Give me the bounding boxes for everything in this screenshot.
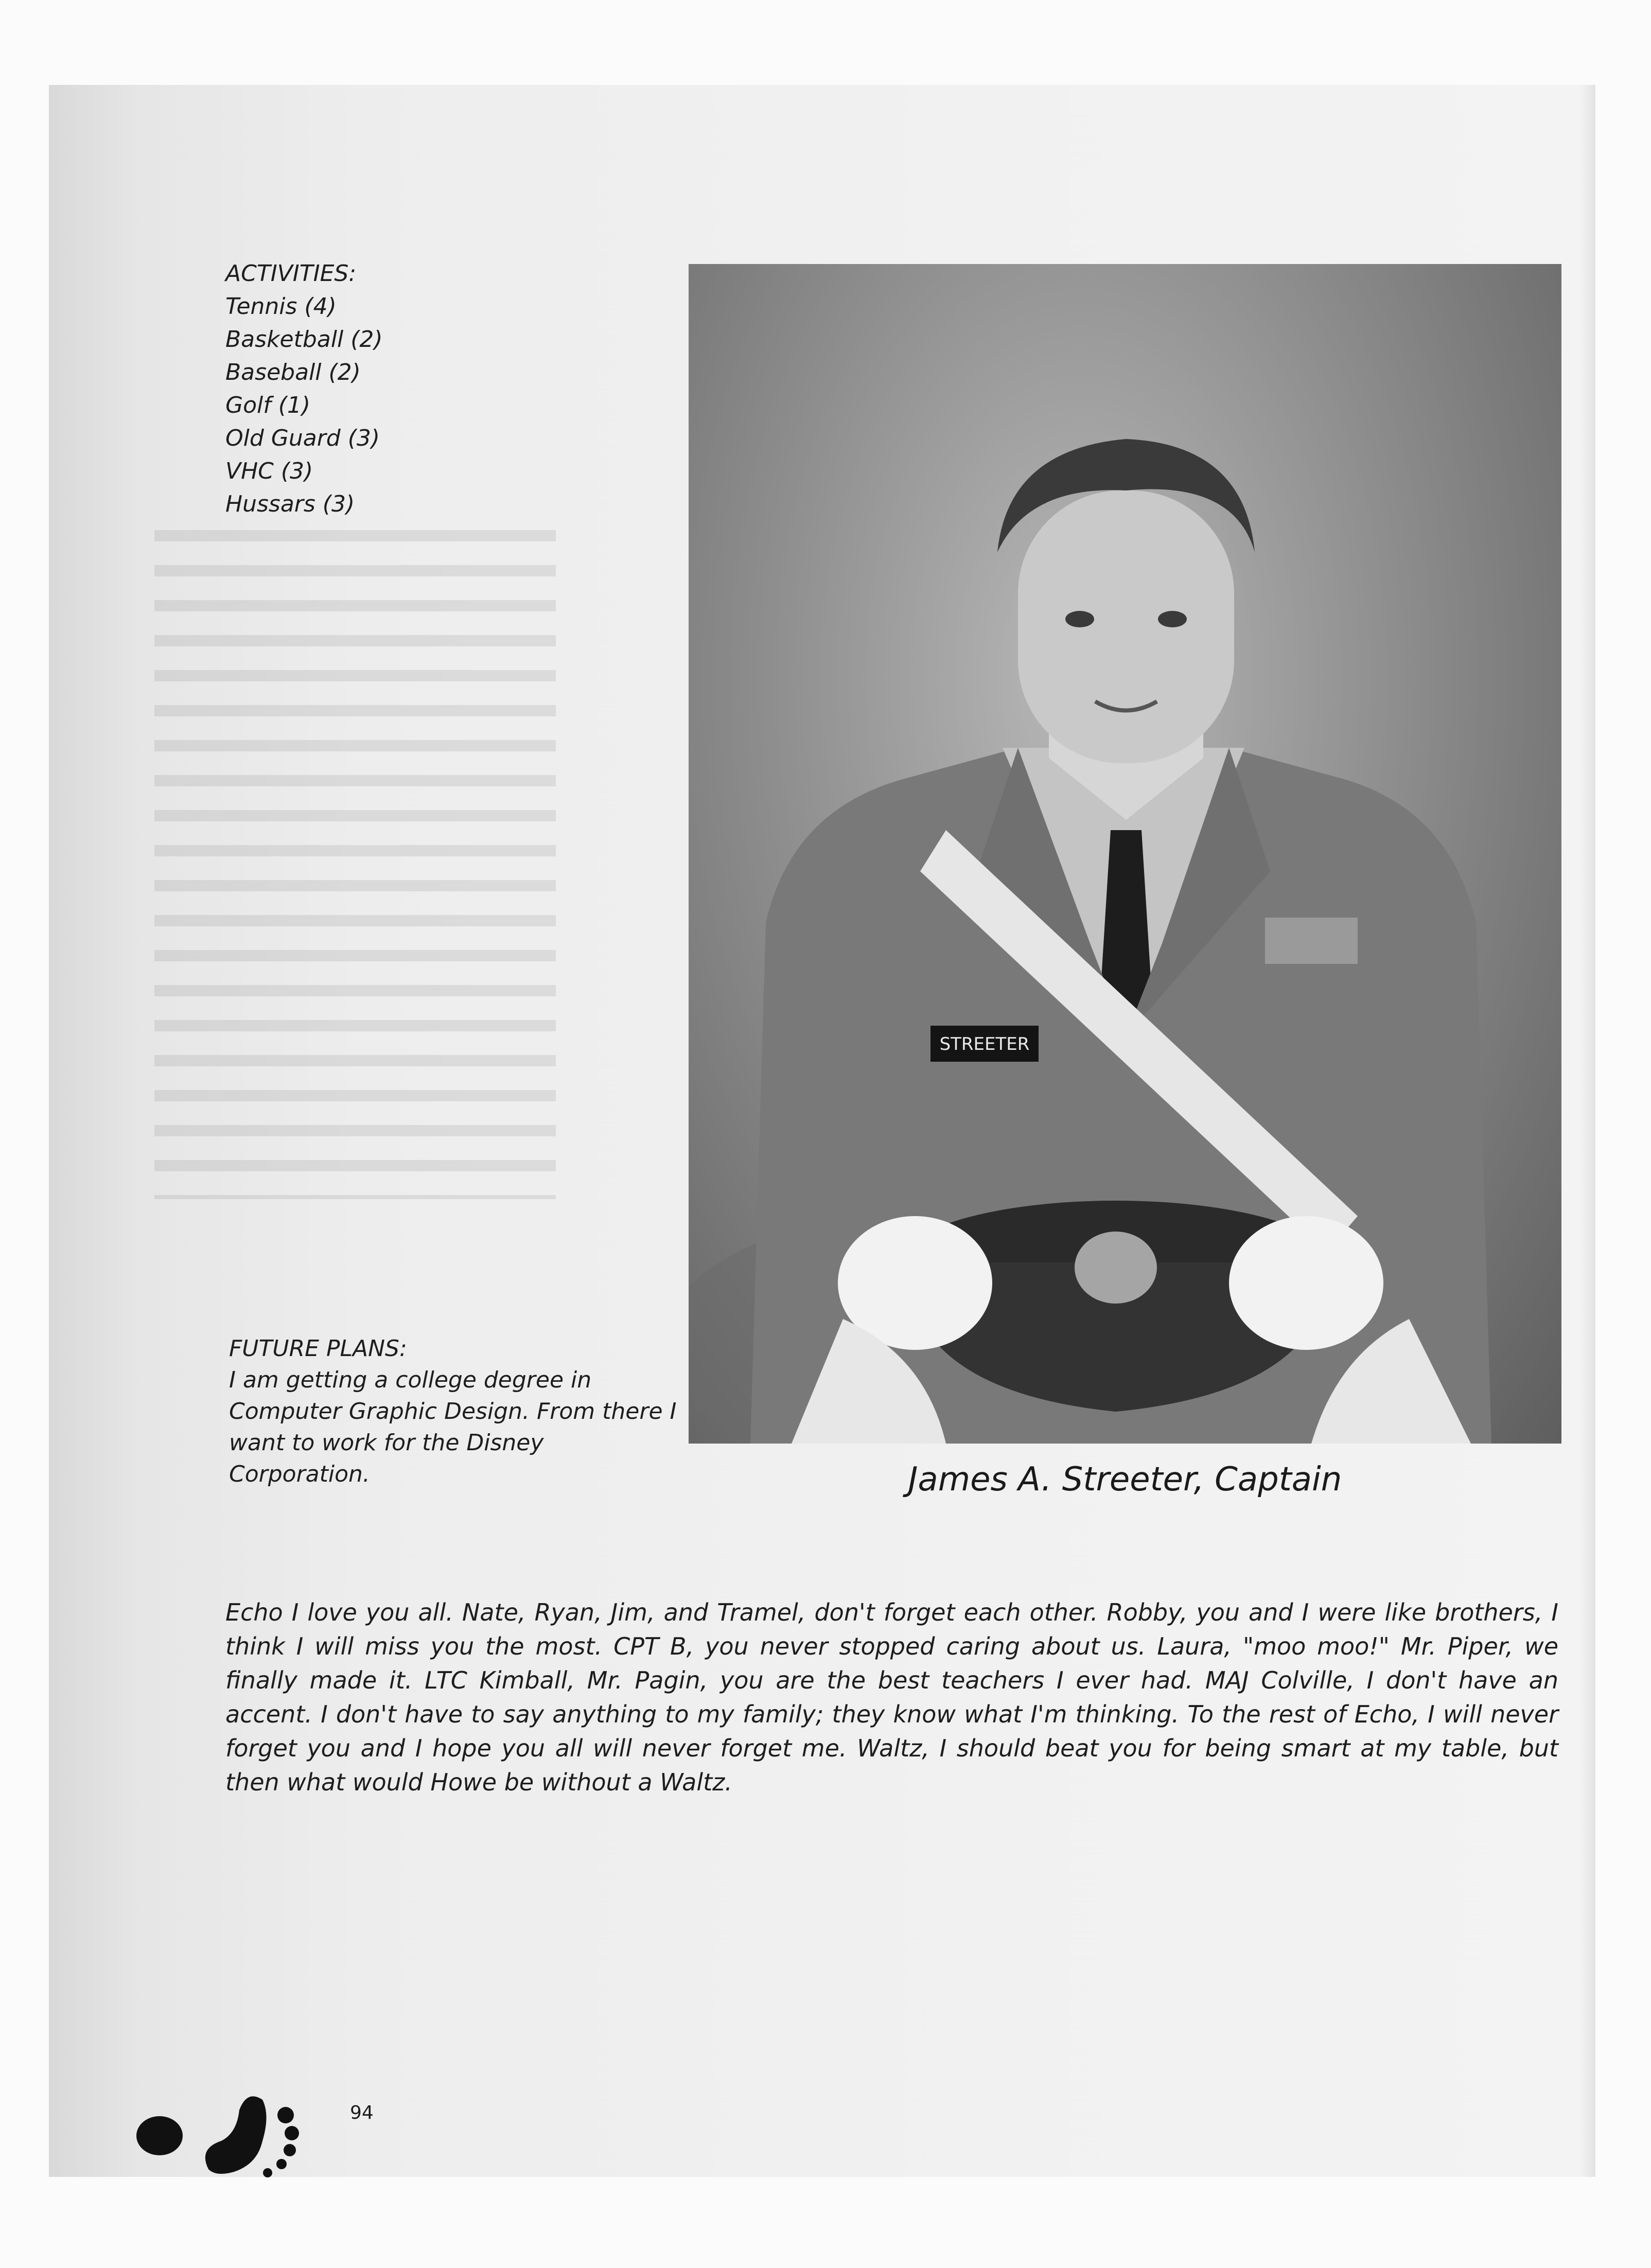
- page-number: 94: [350, 2102, 374, 2123]
- activity-item: Basketball (2): [225, 326, 383, 353]
- footprint-icon: [131, 2079, 327, 2182]
- activity-item: VHC (3): [225, 458, 313, 484]
- activity-item: Golf (1): [225, 392, 311, 418]
- future-plans-heading: FUTURE PLANS:: [229, 1335, 407, 1362]
- activities-heading: ACTIVITIES:: [225, 260, 357, 287]
- future-plans-section: [229, 1333, 682, 1490]
- future-plans-text: I am getting a college degree in Computer Graphic Design. From there I want to work for the Disney Corporation.: [229, 1367, 677, 1487]
- portrait-illustration: [689, 264, 1561, 1444]
- activity-item: Hussars (3): [225, 491, 355, 517]
- activity-item: Tennis (4): [225, 293, 337, 320]
- portrait-name-tag: STREETER: [939, 1034, 1030, 1054]
- portrait-caption: James A. Streeter, Captain: [908, 1461, 1342, 1499]
- portrait-photo: [689, 264, 1561, 1444]
- activity-item: Old Guard (3): [225, 425, 380, 451]
- bleed-through-text: [154, 530, 556, 1199]
- farewell-message: Echo I love you all. Nate, Ryan, Jim, and Tramel, don't forget each other. Robby, you and I were like brothers, I think I will miss you the most. CPT B, you never stopped caring about us. Laura, "moo moo!" Mr. Piper, we finally made it. LTC Kimball, Mr. Pagin, you are the best teachers I ever had. MAJ Colville, I don't have an accent. I don't have to say anything to my family; they know what I'm thinking. To the rest of Echo, I will never forget you and I hope you all will never forget me. Waltz, I should beat you for being smart at my table, but then what would Howe be without a Waltz.: [225, 1598, 1558, 1796]
- scan-edge-shadow: [1580, 85, 1595, 2177]
- activities-section: [225, 257, 383, 521]
- activity-item: Baseball (2): [225, 359, 361, 385]
